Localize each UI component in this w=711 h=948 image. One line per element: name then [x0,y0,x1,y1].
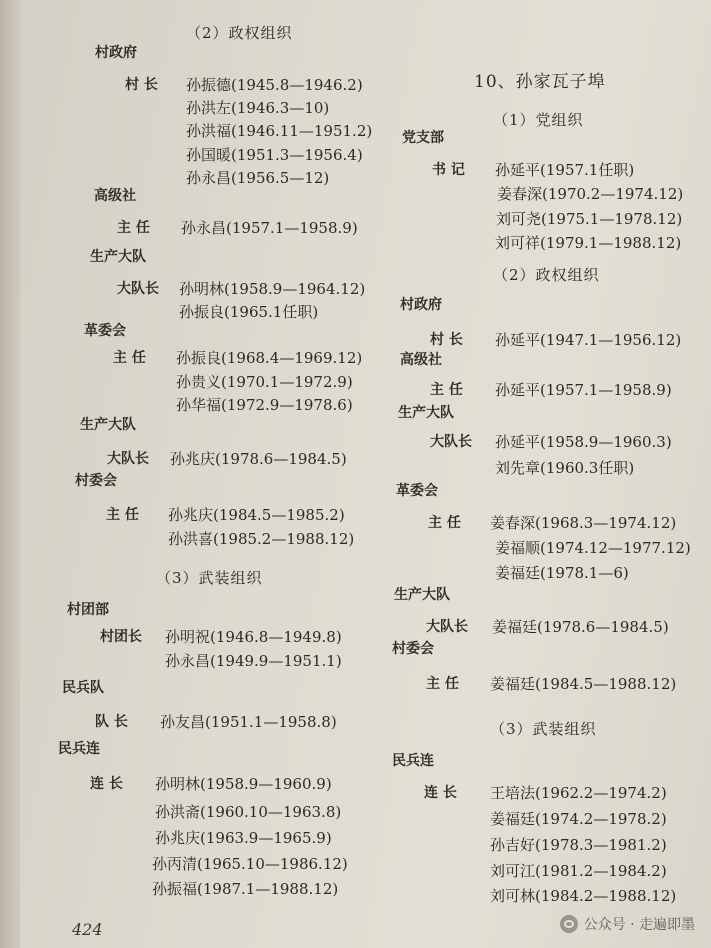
name-entry: 孙丙清(1965.10—1986.12) [152,855,348,873]
name-entry: 孙振福(1987.1—1988.12) [152,880,339,898]
name-entry: 孙国暖(1951.3—1956.4) [186,146,363,164]
wechat-icon [560,915,578,933]
name-entry: 孙永昌(1949.9—1951.1) [165,652,342,670]
name-entry: 姜福廷(1974.2—1978.2) [490,810,667,828]
name-entry: 姜春深(1968.3—1974.12) [490,514,677,532]
name-entry: 刘可尧(1975.1—1978.12) [496,210,683,228]
name-entry: 孙永昌(1957.1—1958.9) [181,219,358,237]
name-entry: 孙延平(1957.1任职) [495,161,635,179]
role-brigade-leader: 大队长 [430,434,472,450]
name-entry: 孙振德(1945.8—1946.2) [186,76,363,94]
name-entry: 孙延平(1958.9—1960.3) [495,433,672,451]
org-production-brigade: 生产大队 [80,417,136,433]
name-entry: 孙明林(1958.9—1964.12) [179,280,366,298]
name-entry: 刘可林(1984.2—1988.12) [490,887,677,905]
name-entry: 孙吉好(1978.3—1981.2) [490,836,667,854]
role-director: 主 任 [426,676,459,692]
org-militia-team: 民兵队 [62,680,104,696]
page-edge [0,0,20,948]
name-entry: 姜春深(1970.2—1974.12) [497,185,684,203]
name-entry: 孙洪喜(1985.2—1988.12) [168,530,355,548]
role-village-head: 村 长 [430,332,463,348]
name-entry: 姜福廷(1978.6—1984.5) [492,618,669,636]
name-entry: 孙延平(1947.1—1956.12) [495,331,682,349]
name-entry: 孙华福(1972.9—1978.6) [176,396,353,414]
name-entry: 孙振良(1968.4—1969.12) [176,349,363,367]
org-militia-company: 民兵连 [58,741,100,757]
role-brigade-leader: 大队长 [107,451,149,467]
name-entry: 刘可江(1981.2—1984.2) [490,862,667,880]
right-section-title-armed: （3）武装组织 [490,720,597,738]
org-advanced-coop: 高级社 [400,352,442,368]
name-entry: 孙振良(1965.1任职) [179,303,319,321]
name-entry: 姜福廷(1984.5—1988.12) [490,675,677,693]
role-brigade-leader: 大队长 [117,281,159,297]
name-entry: 姜福廷(1978.1—6) [495,564,629,582]
role-regiment-leader: 村团长 [100,629,142,645]
watermark [560,914,695,934]
name-entry: 刘可祥(1979.1—1988.12) [495,234,682,252]
name-entry: 孙贵义(1970.1—1972.9) [176,373,353,391]
left-section-title-government: （2）政权组织 [186,24,293,42]
watermark-text: 公众号 · 走遍即墨 [583,917,695,933]
right-section-title-party: （1）党组织 [493,111,584,129]
role-secretary: 书 记 [432,162,465,178]
role-village-head: 村 长 [125,77,158,93]
name-entry: 孙兆庆(1984.5—1985.2) [168,506,345,524]
org-advanced-coop: 高级社 [94,188,136,204]
name-entry: 孙洪左(1946.3—10) [186,99,330,117]
name-entry: 孙兆庆(1963.9—1965.9) [155,829,332,847]
name-entry: 孙永昌(1956.5—12) [186,169,330,187]
name-entry: 刘先章(1960.3任职) [495,459,635,477]
org-village-committee: 村委会 [392,641,434,657]
name-entry: 孙友昌(1951.1—1958.8) [160,713,337,731]
org-village-government: 村政府 [95,45,137,61]
org-militia-regiment: 村团部 [67,602,109,618]
village-title: 10、孙家瓦子埠 [474,72,606,92]
role-director: 主 任 [430,382,463,398]
name-entry: 王培法(1962.2—1974.2) [490,784,667,802]
org-village-government: 村政府 [400,297,442,313]
org-party-branch: 党支部 [402,130,444,146]
role-brigade-leader: 大队长 [426,619,468,635]
name-entry: 孙明祝(1946.8—1949.8) [165,628,342,646]
role-team-leader: 队 长 [95,714,128,730]
name-entry: 姜福顺(1974.12—1977.12) [495,539,691,557]
page-number: 424 [72,920,103,939]
name-entry: 孙兆庆(1978.6—1984.5) [170,450,347,468]
right-section-title-government: （2）政权组织 [493,266,600,284]
name-entry: 孙延平(1957.1—1958.9) [495,381,672,399]
org-village-committee: 村委会 [75,473,117,489]
role-director: 主 任 [106,507,139,523]
role-director: 主 任 [113,350,146,366]
role-director: 主 任 [117,220,150,236]
org-production-brigade: 生产大队 [394,587,450,603]
role-director: 主 任 [428,515,461,531]
left-section-title-armed: （3）武装组织 [156,569,263,587]
org-revolutionary-committee: 革委会 [84,323,126,339]
name-entry: 孙洪福(1946.11—1951.2) [186,122,373,140]
org-militia-company: 民兵连 [392,753,434,769]
name-entry: 孙洪斋(1960.10—1963.8) [155,803,342,821]
role-company-leader: 连 长 [90,776,123,792]
org-production-brigade: 生产大队 [90,249,146,265]
name-entry: 孙明林(1958.9—1960.9) [155,775,332,793]
org-revolutionary-committee: 革委会 [396,483,438,499]
role-company-leader: 连 长 [424,785,457,801]
org-production-brigade: 生产大队 [398,405,454,421]
